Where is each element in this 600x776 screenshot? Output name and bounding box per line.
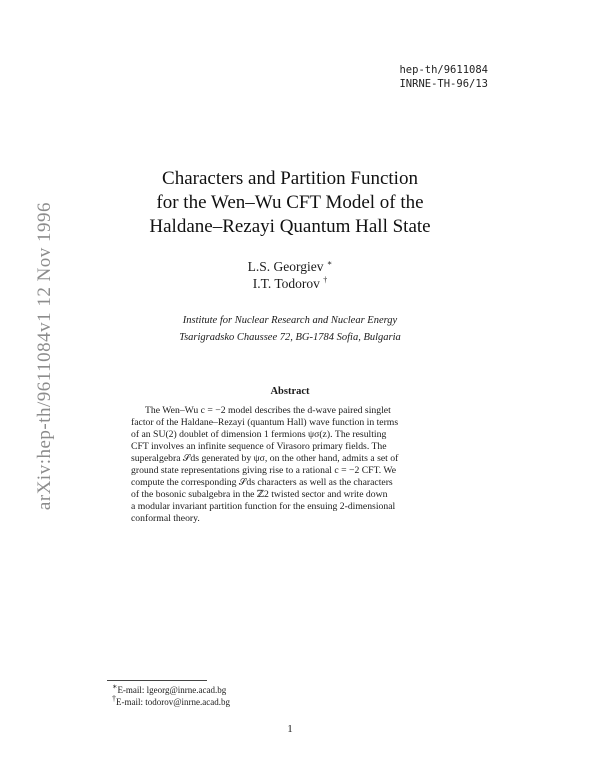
- author: [140, 258, 440, 275]
- affiliation: [140, 312, 440, 346]
- author: [140, 275, 440, 292]
- abstract-line: factor of the Haldane–Rezayi (quantum Hall) wave function in terms: [131, 417, 399, 429]
- abstract-line: a modular invariant partition function for the ensuing 2-dimensional: [131, 501, 396, 513]
- abstract-line: The Wen–Wu c = −2 model describes the d-wave paired singlet: [145, 405, 391, 416]
- abstract-line: conformal theory.: [131, 513, 200, 525]
- report-number-arxiv: hep-th/9611084: [399, 64, 488, 76]
- footnote-mark: †: [112, 693, 116, 703]
- abstract-line: of the bosonic subalgebra in the ℤ2 twisted sector and write down: [131, 489, 388, 501]
- footnote-email[interactable]: E-mail: todorov@inrne.acad.bg: [116, 696, 231, 707]
- footnote-mark[interactable]: †: [323, 275, 328, 285]
- footnote-mark: ∗: [112, 682, 118, 691]
- abstract-line: of an SU(2) doublet of dimension 1 fermions ψσ(z). The resulting: [131, 429, 387, 441]
- footnote-divider: [107, 680, 207, 681]
- title-line: Haldane–Rezayi Quantum Hall State: [149, 216, 431, 237]
- authors: [140, 258, 440, 292]
- affiliation-line: Institute for Nuclear Research and Nuclear Energy: [182, 315, 398, 326]
- footnote-email[interactable]: E-mail: lgeorg@inrne.acad.bg: [117, 685, 227, 695]
- abstract-heading: Abstract: [270, 386, 310, 397]
- paper-title: [140, 167, 440, 239]
- author-name: I.T. Todorov: [252, 276, 320, 291]
- arxiv-stamp[interactable]: arXiv:hep-th/9611084v1 12 Nov 1996: [34, 201, 55, 511]
- footnotes: [112, 682, 231, 708]
- abstract-body: [131, 405, 456, 525]
- abstract-line: CFT involves an infinite sequence of Virasoro primary fields. The: [131, 441, 387, 453]
- affiliation-line: Tsarigradsko Chaussee 72, BG-1784 Sofia, Bulgaria: [179, 332, 401, 343]
- author-name: L.S. Georgiev: [247, 259, 324, 274]
- footnote: [112, 693, 231, 709]
- abstract-line: compute the corresponding 𝒮ds characters as well as the characters: [131, 477, 393, 489]
- abstract-line: superalgebra 𝒮ds generated by ψσ, on the other hand, admits a set of: [131, 453, 399, 465]
- footnote: [112, 682, 230, 697]
- abstract-line: ground state representations giving rise to a rational c = −2 CFT. We: [131, 465, 397, 477]
- footnote-mark[interactable]: ∗: [326, 258, 333, 268]
- report-numbers: [399, 63, 488, 91]
- report-number-inrne: INRNE-TH-96/13: [399, 78, 488, 90]
- title-line: for the Wen–Wu CFT Model of the: [156, 192, 424, 213]
- page-number: 1: [287, 723, 293, 735]
- title-line: Characters and Partition Function: [162, 168, 418, 189]
